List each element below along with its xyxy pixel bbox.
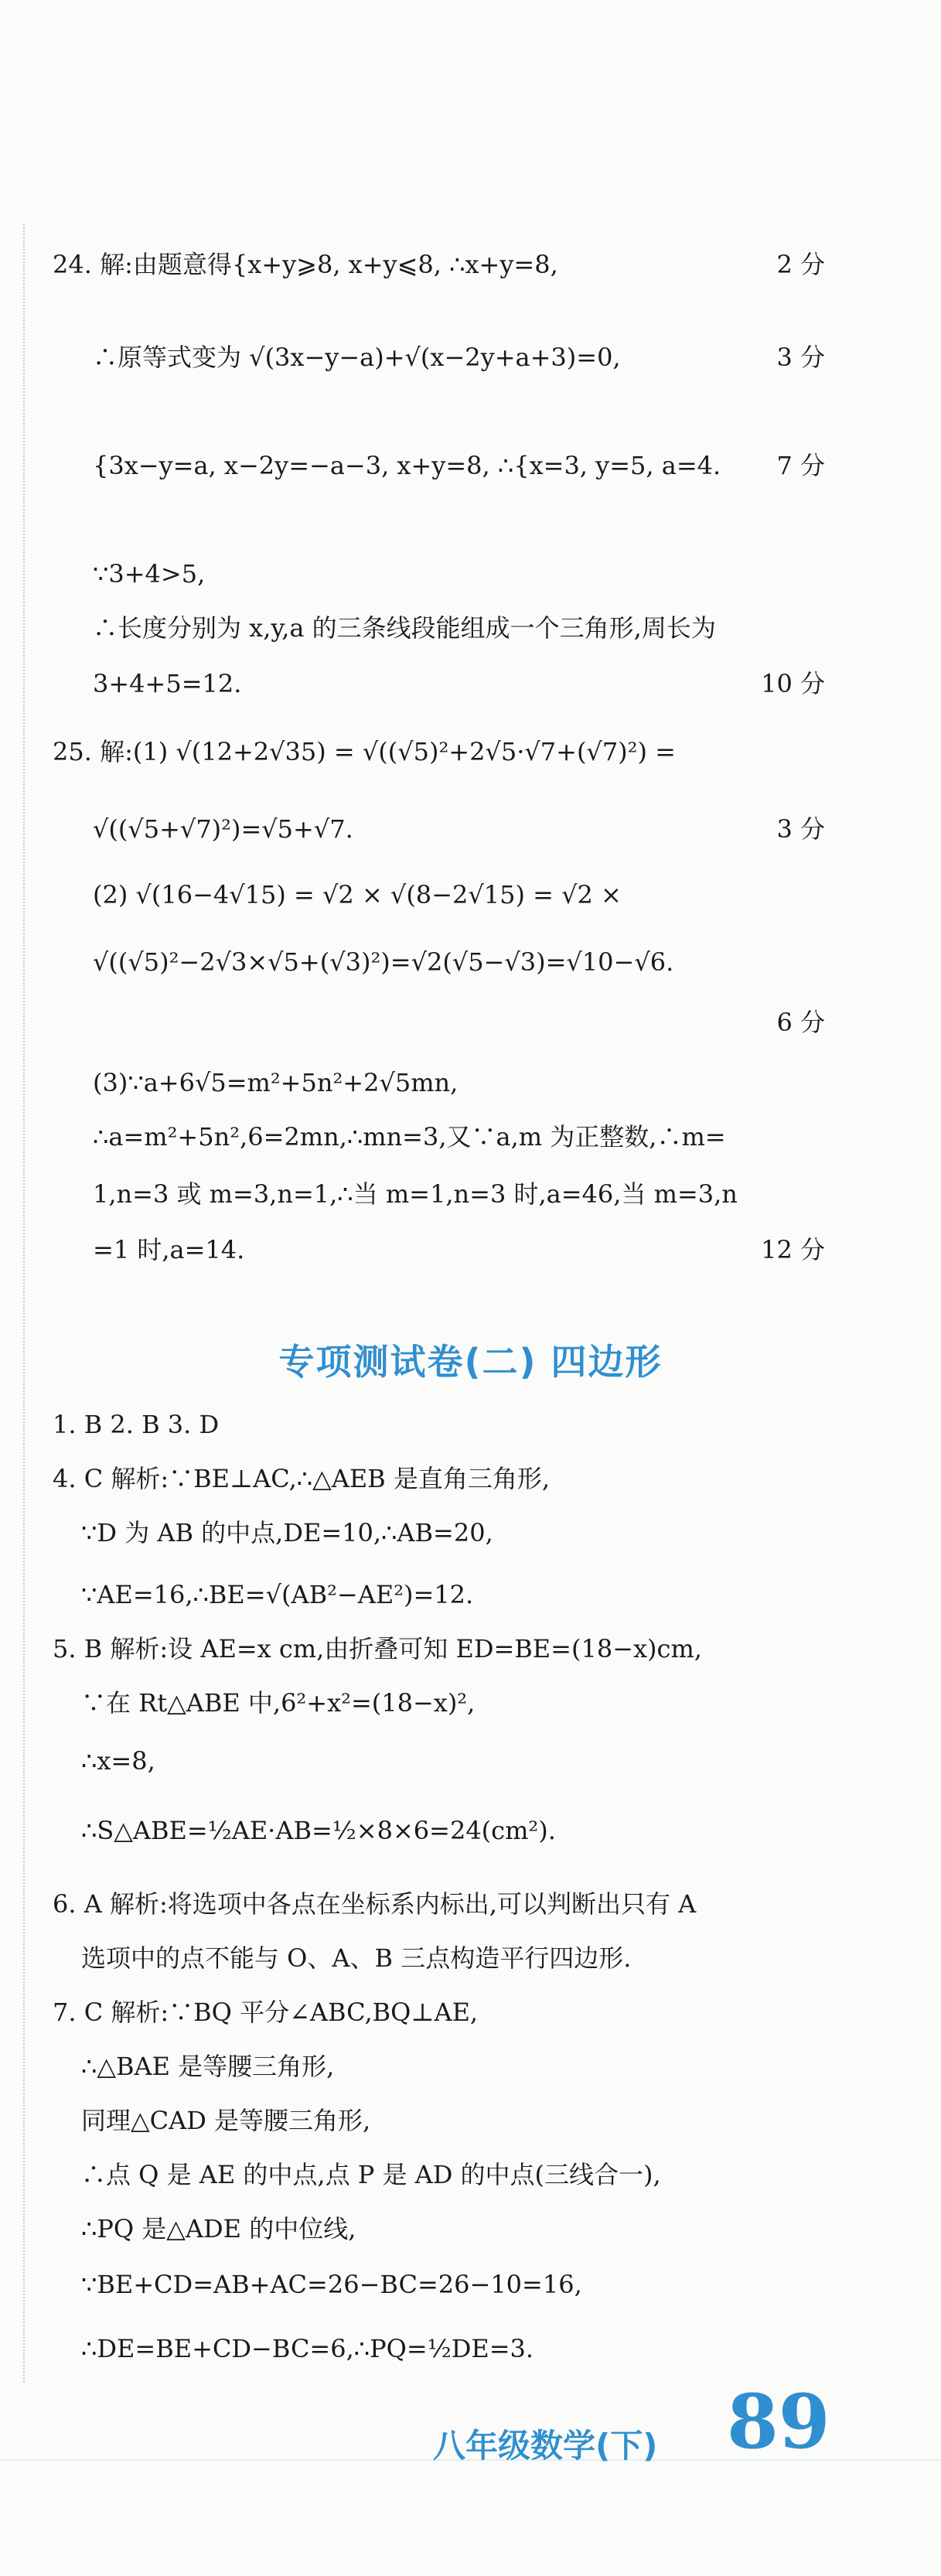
answer-line: 选项中的点不能与 O、A、B 三点构造平行四边形.	[81, 1943, 632, 1973]
answer-line: ∴△BAE 是等腰三角形,	[81, 2052, 335, 2081]
answer-line: 同理△CAD 是等腰三角形,	[81, 2106, 371, 2135]
answer-line: ∴长度分别为 x,y,a 的三条线段能组成一个三角形,周长为	[93, 613, 716, 643]
answer-line: 24. 解:由题意得{x+y⩾8, x+y⩽8, ∴x+y=8,	[53, 250, 558, 279]
answer-line: 7. C 解析:∵BQ 平分∠ABC,BQ⊥AE,	[53, 1998, 479, 2027]
page-number: 89	[727, 2378, 830, 2465]
answer-line: ∵在 Rt△ABE 中,6²+x²=(18−x)²,	[81, 1688, 476, 1718]
answer-line: 25. 解:(1) √(12+2√35) = √((√5)²+2√5·√7+(√7)²) =	[53, 737, 676, 766]
score-label: 3 分	[776, 343, 825, 372]
answer-line: 4. C 解析:∵BE⊥AC,∴△AEB 是直角三角形,	[53, 1464, 551, 1493]
answer-line: 6. A 解析:将选项中各点在坐标系内标出,可以判断出只有 A	[53, 1889, 697, 1919]
answer-line: =1 时,a=14.	[93, 1235, 245, 1264]
score-label: 3 分	[776, 814, 825, 844]
answer-line: ∵AE=16,∴BE=√(AB²−AE²)=12.	[81, 1580, 474, 1609]
answer-line: ∵3+4>5,	[93, 559, 206, 589]
answer-line: (3)∵a+6√5=m²+5n²+2√5mn,	[93, 1068, 459, 1097]
section-title: 专项测试卷(二) 四边形	[278, 1341, 663, 1383]
answer-line: {3x−y=a, x−2y=−a−3, x+y=8, ∴{x=3, y=5, a=4.	[93, 451, 721, 480]
score-label: 12 分	[761, 1235, 825, 1264]
footer-label: 八年级数学(下)	[433, 2427, 658, 2465]
answer-line: ∴点 Q 是 AE 的中点,点 P 是 AD 的中点(三线合一),	[81, 2160, 661, 2189]
answer-line: ∴x=8,	[81, 1746, 155, 1776]
answer-line: √((√5+√7)²)=√5+√7.	[93, 814, 353, 844]
answer-line: ∴a=m²+5n²,6=2mn,∴mn=3,又∵a,m 为正整数,∴m=	[93, 1122, 726, 1152]
score-label: 6 分	[776, 1008, 825, 1037]
score-label: 7 分	[776, 451, 825, 480]
answer-line: 3+4+5=12.	[93, 669, 242, 698]
answer-line: 1,n=3 或 m=3,n=1,∴当 m=1,n=3 时,a=46,当 m=3,n	[93, 1179, 738, 1209]
binding-margin-dots	[23, 224, 25, 2382]
answer-line: ∴PQ 是△ADE 的中位线,	[81, 2214, 356, 2243]
answer-line: 5. B 解析:设 AE=x cm,由折叠可知 ED=BE=(18−x)cm,	[53, 1634, 702, 1663]
answer-line: ∴S△ABE=½AE·AB=½×8×6=24(cm²).	[81, 1816, 556, 1845]
answer-line: ∴原等式变为 √(3x−y−a)+√(x−2y+a+3)=0,	[93, 343, 621, 372]
answer-line: (2) √(16−4√15) = √2 × √(8−2√15) = √2 ×	[93, 880, 622, 909]
answer-line: ∴DE=BE+CD−BC=6,∴PQ=½DE=3.	[81, 2334, 534, 2363]
answer-line: 1. B 2. B 3. D	[53, 1410, 220, 1439]
answer-line: ∵BE+CD=AB+AC=26−BC=26−10=16,	[81, 2270, 582, 2299]
score-label: 2 分	[776, 250, 825, 279]
score-label: 10 分	[761, 669, 825, 698]
answer-line: ∵D 为 AB 的中点,DE=10,∴AB=20,	[81, 1518, 493, 1547]
answer-line: √((√5)²−2√3×√5+(√3)²)=√2(√5−√3)=√10−√6.	[93, 947, 674, 977]
